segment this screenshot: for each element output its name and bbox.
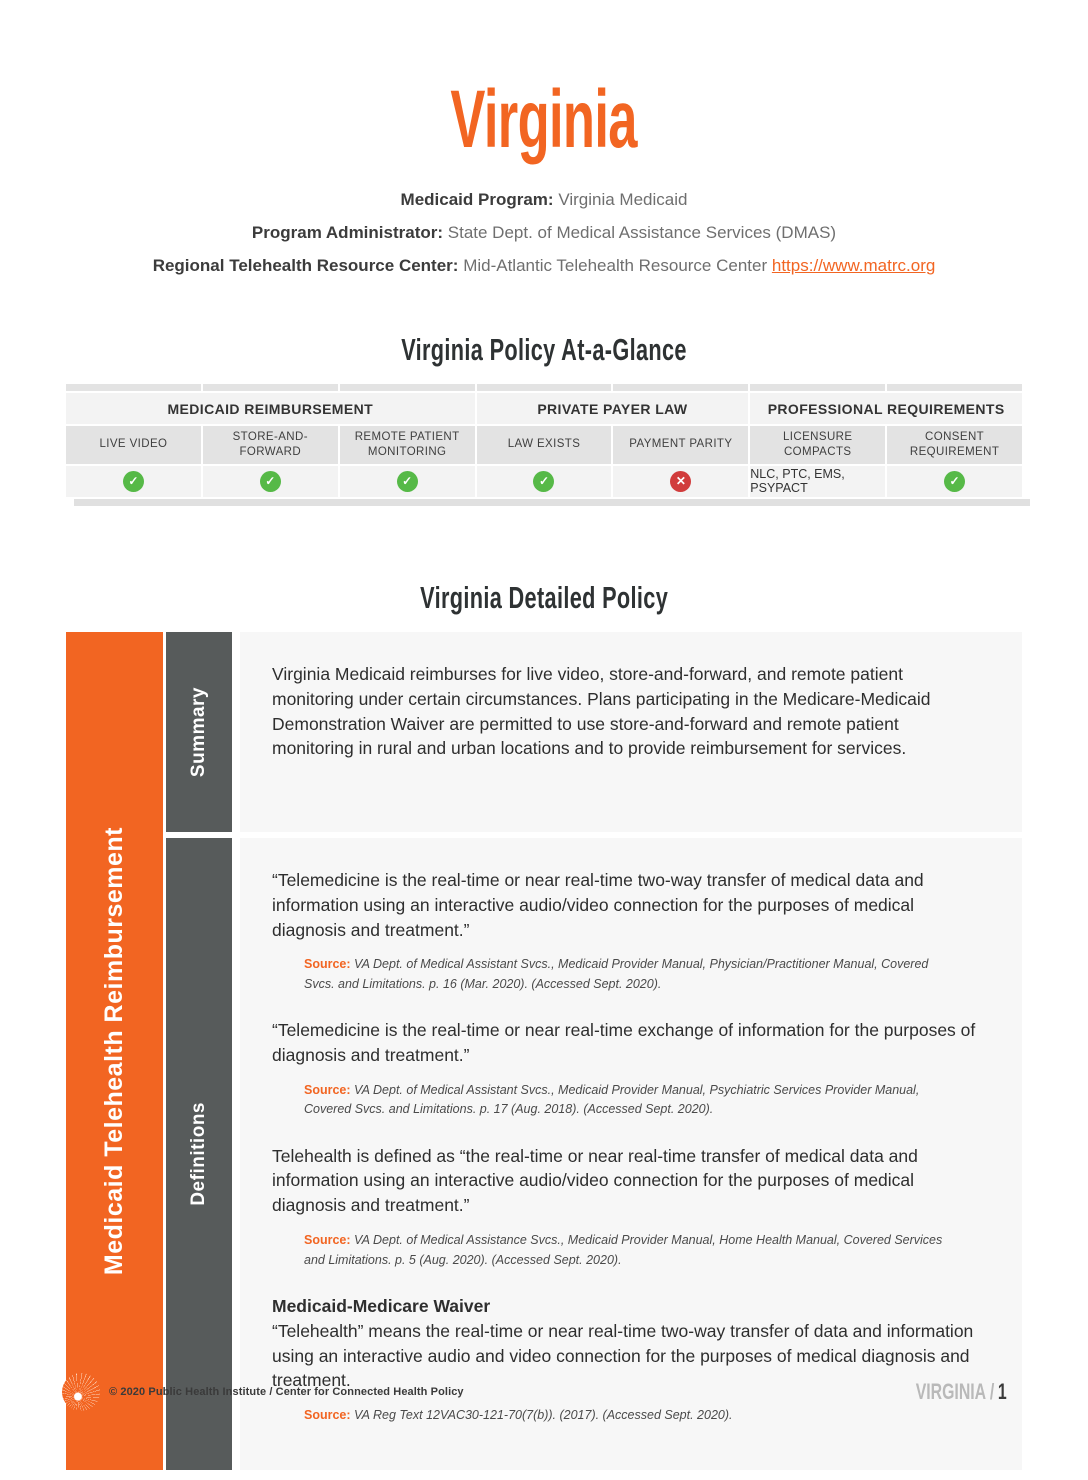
source-label: Source: bbox=[304, 1233, 351, 1248]
definition-text: “Telemedicine is the real-time or near real-time two-way transfer of medical data and information using an interactive audio/video connection for the purposes of medical diagnosis and treatment.” bbox=[272, 869, 924, 940]
cell-law-exists bbox=[477, 466, 612, 497]
cell-licensure-compacts: NLC, PTC, EMS, PSYPACT bbox=[750, 466, 885, 497]
copyright-text: © 2020 Public Health Institute / Center for Connected Health Policy bbox=[109, 1386, 464, 1398]
cell-remote-patient-monitoring bbox=[340, 466, 475, 497]
cchp-sunburst-logo-icon bbox=[62, 1373, 100, 1411]
source-text: VA Reg Text 12VAC30-121-70(7(b)). (2017). (Accessed Sept. 2020). bbox=[354, 1408, 733, 1423]
definitions-label: Definitions bbox=[188, 1101, 209, 1206]
source-label: Source: bbox=[304, 1408, 351, 1423]
medicaid-program-value: Virginia Medicaid bbox=[558, 190, 688, 209]
source-citation bbox=[304, 1081, 956, 1120]
group-header-private-payer-law: PRIVATE PAYER LAW bbox=[477, 393, 749, 424]
category-sidebar-medicaid-telehealth-reimbursement bbox=[66, 632, 163, 1470]
cell-store-and-forward bbox=[203, 466, 338, 497]
at-a-glance-heading-text: Virginia Policy At-a-Glance bbox=[401, 332, 687, 367]
cell-consent-requirement bbox=[887, 466, 1022, 497]
column-header-store-and-forward: STORE-AND-FORWARD bbox=[203, 426, 338, 464]
definition-item bbox=[272, 1018, 984, 1119]
resource-center-label: Regional Telehealth Resource Center: bbox=[152, 256, 459, 275]
column-header-law-exists: LAW EXISTS bbox=[477, 426, 612, 464]
summary-label-bar bbox=[166, 632, 232, 832]
state-title-text: Virginia bbox=[450, 74, 638, 165]
cross-icon: ✕ bbox=[670, 471, 691, 492]
source-text: VA Dept. of Medical Assistant Svcs., Medicaid Provider Manual, Physician/Practitioner Manual, Covered Svcs. and Limitations. p. 16 (Mar. 2020). (Accessed Sept. 2020). bbox=[304, 957, 929, 991]
source-text: VA Dept. of Medical Assistant Svcs., Medicaid Provider Manual, Psychiatric Services Provider Manual, Covered Svcs. and Limitations. p. 17 (Aug. 2018). (Accessed Sept. 2020). bbox=[304, 1082, 920, 1117]
summary-text: Virginia Medicaid reimburses for live video, store-and-forward, and remote patient monitoring under certain circumstances. Plans participating in the Medicare-Medicaid Demonstration Waiver are permitted to use store-and-forward and remote patient monitoring in rural and urban locations and to provide reimbursement for services. bbox=[272, 663, 931, 759]
column-header-remote-patient-monitoring: REMOTE PATIENT MONITORING bbox=[340, 426, 475, 464]
source-citation bbox=[304, 1231, 956, 1270]
detailed-policy-heading bbox=[0, 580, 1088, 616]
summary-label: Summary bbox=[188, 686, 209, 777]
column-header-live-video: LIVE VIDEO bbox=[66, 426, 201, 464]
summary-section bbox=[166, 632, 1022, 832]
column-header-consent-requirement: CONSENT REQUIREMENT bbox=[887, 426, 1022, 464]
page-reference bbox=[898, 1379, 1024, 1405]
definition-item bbox=[272, 1144, 984, 1270]
definition-text: Telehealth is defined as “the real-time or near real-time transfer of medical data and information using an interactive audio/video connection for the purposes of medical diagnosis and treatment.” bbox=[272, 1145, 918, 1216]
table-bottom-strip bbox=[74, 499, 1030, 506]
summary-content bbox=[240, 632, 1022, 832]
medicaid-program-label: Medicaid Program: bbox=[400, 190, 554, 209]
definition-item bbox=[272, 868, 984, 994]
source-label: Source: bbox=[304, 957, 351, 972]
page-number: 1 bbox=[997, 1379, 1007, 1404]
page-state-label: VIRGINIA / bbox=[915, 1379, 994, 1404]
cell-payment-parity bbox=[613, 466, 748, 497]
check-icon: ✓ bbox=[533, 471, 554, 492]
resource-center-line bbox=[0, 256, 1088, 276]
check-icon: ✓ bbox=[397, 471, 418, 492]
definition-subheading: Medicaid-Medicare Waiver bbox=[272, 1295, 491, 1316]
group-header-professional-requirements: PROFESSIONAL REQUIREMENTS bbox=[750, 393, 1022, 424]
definition-text: “Telemedicine is the real-time or near real-time exchange of information for the purposes of diagnosis and treatment.” bbox=[272, 1020, 976, 1065]
check-icon: ✓ bbox=[944, 471, 965, 492]
check-icon: ✓ bbox=[123, 471, 144, 492]
source-citation bbox=[304, 955, 956, 994]
program-administrator-line bbox=[0, 223, 1088, 243]
policy-at-a-glance-table bbox=[66, 384, 1022, 497]
definition-text: “Telehealth” means the real-time or near real-time two-way transfer of data and information using an interactive audio and video connection for the purposes of medical diagnosis and treatment. bbox=[272, 1320, 974, 1391]
cell-live-video bbox=[66, 466, 201, 497]
detailed-policy-heading-text: Virginia Detailed Policy bbox=[420, 579, 668, 615]
program-administrator-label: Program Administrator: bbox=[251, 223, 444, 242]
document-page bbox=[0, 72, 1088, 1480]
detail-rows bbox=[166, 632, 1022, 1470]
page-footer bbox=[62, 1373, 1024, 1411]
resource-center-link[interactable]: https://www.matrc.org bbox=[771, 256, 936, 275]
category-sidebar-label: Medicaid Telehealth Reimbursement bbox=[100, 826, 128, 1275]
source-text: VA Dept. of Medical Assistance Svcs., Medicaid Provider Manual, Home Health Manual, Covered Services and Limitations. p. 5 (Aug. 2020). (Accessed Sept. 2020). bbox=[304, 1233, 943, 1267]
medicaid-program-line bbox=[0, 190, 1088, 210]
at-a-glance-heading bbox=[0, 332, 1088, 368]
resource-center-value: Mid-Atlantic Telehealth Resource Center bbox=[463, 256, 768, 275]
table-top-strip bbox=[66, 384, 201, 391]
source-label: Source: bbox=[304, 1082, 351, 1097]
check-icon: ✓ bbox=[260, 471, 281, 492]
page-title bbox=[0, 72, 1088, 168]
column-header-licensure-compacts: LICENSURE COMPACTS bbox=[750, 426, 885, 464]
program-administrator-value: State Dept. of Medical Assistance Services (DMAS) bbox=[447, 223, 837, 242]
group-header-medicaid-reimbursement: MEDICAID REIMBURSEMENT bbox=[66, 393, 475, 424]
detailed-policy-block bbox=[66, 632, 1022, 1470]
column-header-payment-parity: PAYMENT PARITY bbox=[613, 426, 748, 464]
program-info bbox=[0, 190, 1088, 276]
